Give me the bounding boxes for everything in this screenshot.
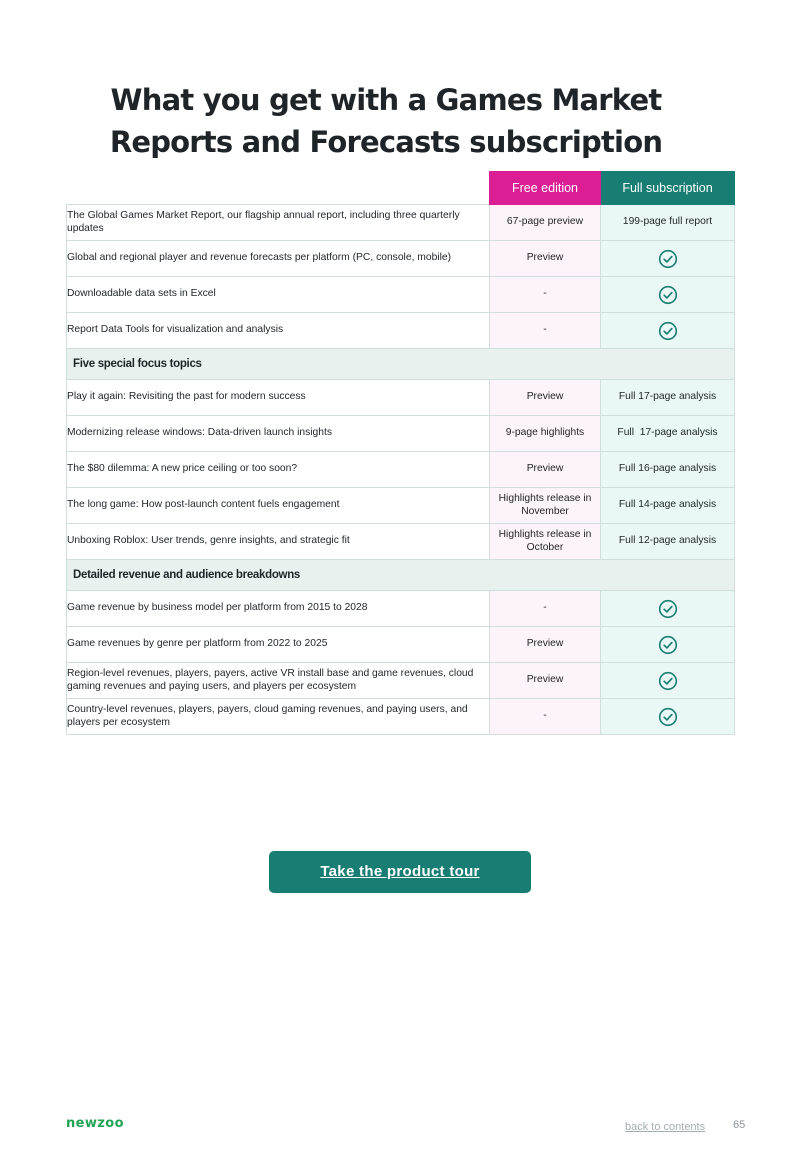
check-circle-icon xyxy=(658,671,678,691)
free-edition-value: Preview xyxy=(490,241,601,277)
table-row xyxy=(67,699,735,735)
page-number: 65 xyxy=(733,1119,746,1131)
feature-description: Unboxing Roblox: User trends, genre insights, and strategic fit xyxy=(67,524,490,560)
table-row xyxy=(67,524,735,560)
free-edition-value: - xyxy=(490,313,601,349)
table-row xyxy=(67,313,735,349)
full-subscription-value xyxy=(601,313,735,349)
feature-description: The Global Games Market Report, our flagship annual report, including three quarterly updates xyxy=(67,205,490,241)
section-header-breakdowns xyxy=(67,560,735,591)
free-edition-value: Preview xyxy=(490,452,601,488)
table-row xyxy=(67,452,735,488)
feature-description: The $80 dilemma: A new price ceiling or too soon? xyxy=(67,452,490,488)
free-edition-value: Preview xyxy=(490,663,601,699)
back-to-contents-link[interactable]: back to contents xyxy=(625,1121,706,1133)
section-title: Five special focus topics xyxy=(67,349,735,380)
full-subscription-value: 199-page full report xyxy=(601,205,735,241)
full-subscription-value: Full 16-page analysis xyxy=(601,452,735,488)
feature-description: Region-level revenues, players, payers, active VR install base and game revenues, cloud gaming revenues and paying users, and players per ecosystem xyxy=(67,663,490,699)
free-edition-header: Free edition xyxy=(490,172,601,205)
table-row xyxy=(67,591,735,627)
check-circle-icon xyxy=(658,285,678,305)
feature-description: The long game: How post-launch content fuels engagement xyxy=(67,488,490,524)
table-row xyxy=(67,241,735,277)
full-subscription-value: Full 17-page analysis xyxy=(601,380,735,416)
free-edition-value: 67-page preview xyxy=(490,205,601,241)
newzoo-logo: newzoo xyxy=(66,1116,124,1131)
table-row xyxy=(67,488,735,524)
check-circle-icon xyxy=(658,321,678,341)
free-edition-value: Highlights release in October xyxy=(490,524,601,560)
full-subscription-value xyxy=(601,663,735,699)
table-row xyxy=(67,277,735,313)
feature-description: Game revenues by genre per platform from 2022 to 2025 xyxy=(67,627,490,663)
free-edition-value: 9-page highlights xyxy=(490,416,601,452)
full-subscription-value: Full 14-page analysis xyxy=(601,488,735,524)
full-subscription-value xyxy=(601,627,735,663)
table-header-row xyxy=(67,172,735,205)
full-subscription-header: Full subscription xyxy=(601,172,735,205)
full-subscription-value xyxy=(601,591,735,627)
feature-description: Report Data Tools for visualization and analysis xyxy=(67,313,490,349)
comparison-table xyxy=(66,171,735,735)
page-title-line-2: Reports and Forecasts subscription xyxy=(109,125,663,160)
free-edition-value: Preview xyxy=(490,380,601,416)
full-subscription-value xyxy=(601,241,735,277)
feature-description: Modernizing release windows: Data-driven launch insights xyxy=(67,416,490,452)
check-circle-icon xyxy=(658,599,678,619)
page-title-line-1: What you get with a Games Market xyxy=(110,83,662,118)
table-row xyxy=(67,380,735,416)
feature-description: Game revenue by business model per platform from 2015 to 2028 xyxy=(67,591,490,627)
take-product-tour-button[interactable]: Take the product tour xyxy=(269,851,531,893)
table-row xyxy=(67,205,735,241)
free-edition-value: - xyxy=(490,591,601,627)
free-edition-value: - xyxy=(490,277,601,313)
free-edition-value: Preview xyxy=(490,627,601,663)
check-circle-icon xyxy=(658,707,678,727)
free-edition-value: Highlights release in November xyxy=(490,488,601,524)
check-circle-icon xyxy=(658,249,678,269)
page-title xyxy=(0,79,772,163)
full-subscription-value xyxy=(601,699,735,735)
free-edition-value: - xyxy=(490,699,601,735)
header-empty-cell xyxy=(67,172,490,205)
feature-description: Global and regional player and revenue forecasts per platform (PC, console, mobile) xyxy=(67,241,490,277)
feature-description: Country-level revenues, players, payers, cloud gaming revenues, and paying users, and players per ecosystem xyxy=(67,699,490,735)
full-subscription-value: Full 17-page analysis xyxy=(601,416,735,452)
feature-description: Play it again: Revisiting the past for modern success xyxy=(67,380,490,416)
full-subscription-value xyxy=(601,277,735,313)
feature-description: Downloadable data sets in Excel xyxy=(67,277,490,313)
table-row xyxy=(67,416,735,452)
section-header-focus-topics xyxy=(67,349,735,380)
check-circle-icon xyxy=(658,635,678,655)
table-row xyxy=(67,627,735,663)
full-subscription-value: Full 12-page analysis xyxy=(601,524,735,560)
section-title: Detailed revenue and audience breakdowns xyxy=(67,560,735,591)
table-row xyxy=(67,663,735,699)
